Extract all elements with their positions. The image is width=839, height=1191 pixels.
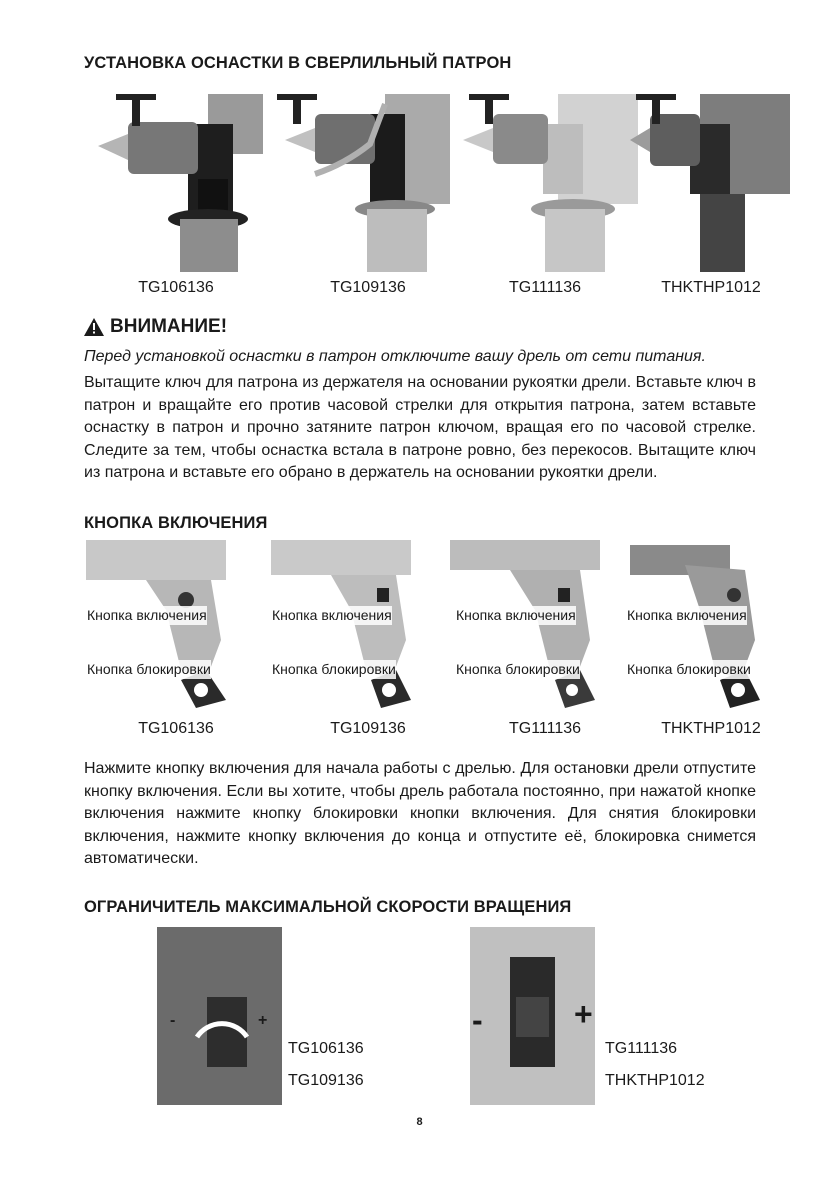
trigger-photo-3 — [450, 540, 600, 710]
model-caption: TG111136 — [605, 1040, 678, 1057]
model-caption: THKTHP1012 — [661, 720, 761, 737]
lock-button-label: Кнопка блокировки — [272, 661, 396, 677]
section-title-speed-limiter: ОГРАНИЧИТЕЛЬ МАКСИМАЛЬНОЙ СКОРОСТИ ВРАЩЕНИЯ — [84, 898, 572, 916]
trigger-photo-4 — [630, 545, 770, 710]
power-button-label: Кнопка включения — [627, 607, 747, 623]
warning-heading — [84, 316, 227, 338]
warning-icon — [84, 318, 104, 336]
warning-title: ВНИМАНИЕ! — [110, 316, 228, 337]
model-caption: TG111136 — [508, 279, 582, 296]
lock-button-label: Кнопка блокировки — [627, 661, 751, 677]
model-caption: TG109136 — [288, 1072, 364, 1089]
drill-chuck-photo-4 — [630, 84, 790, 272]
power-button-label: Кнопка включения — [456, 607, 576, 623]
page-number: 8 — [416, 1116, 423, 1128]
drill-chuck-photo-1 — [88, 84, 263, 272]
model-caption: TG106136 — [288, 1040, 364, 1057]
drill-chuck-photo-2 — [275, 84, 450, 272]
power-button-body: Нажмите кнопку включения для начала работы с дрелью. Для остановки дрели отпустите кнопку включения. Если вы хотите, чтобы дрель работала постоянно, при нажатой кнопке включения нажмите кнопку блокировки кнопки включения. Для снятия блокировки включения, нажмите кнопку включения до конца и отпустите её, блокировка снимется автоматически. — [84, 760, 756, 867]
section-title-power-button: КНОПКА ВКЛЮЧЕНИЯ — [84, 514, 268, 532]
minus-sign: - — [472, 1002, 483, 1038]
model-caption: TG106136 — [138, 279, 214, 296]
drill-chuck-photo-3 — [463, 84, 638, 272]
lock-button-label: Кнопка блокировки — [87, 661, 211, 677]
power-button-label: Кнопка включения — [272, 607, 392, 623]
model-caption: TG111136 — [508, 720, 582, 737]
warning-italic-text: Перед установкой оснастки в патрон отключите вашу дрель от сети питания. — [84, 348, 706, 365]
model-caption: THKTHP1012 — [661, 279, 761, 296]
plus-sign: + — [574, 996, 593, 1032]
lock-button-label: Кнопка блокировки — [456, 661, 580, 677]
warning-body: Вытащите ключ для патрона из держателя на основании рукоятки дрели. Вставьте ключ в патрон и вращайте его против часовой стрелки для открытия патрона, затем вставьте оснастку в патрон и прочно затяните патрон ключом, вращая его по часовой стрелке. Следите за тем, чтобы оснастка встала в патроне ровно, без перекосов. Вытащите ключ из патрона и вставьте его обрано в держатель на основании рукоятки дрели. — [84, 374, 756, 481]
model-caption: THKTHP1012 — [605, 1072, 705, 1089]
model-caption: TG109136 — [330, 720, 406, 737]
trigger-photo-1 — [86, 540, 226, 710]
model-caption: TG109136 — [330, 279, 406, 296]
plus-sign: + — [258, 1012, 268, 1029]
model-caption: TG106136 — [138, 720, 214, 737]
power-button-label: Кнопка включения — [87, 607, 207, 623]
trigger-photo-2 — [271, 540, 411, 710]
minus-sign: - — [170, 1012, 176, 1029]
section-title-chuck: УСТАНОВКА ОСНАСТКИ В СВЕРЛИЛЬНЫЙ ПАТРОН — [84, 54, 512, 72]
